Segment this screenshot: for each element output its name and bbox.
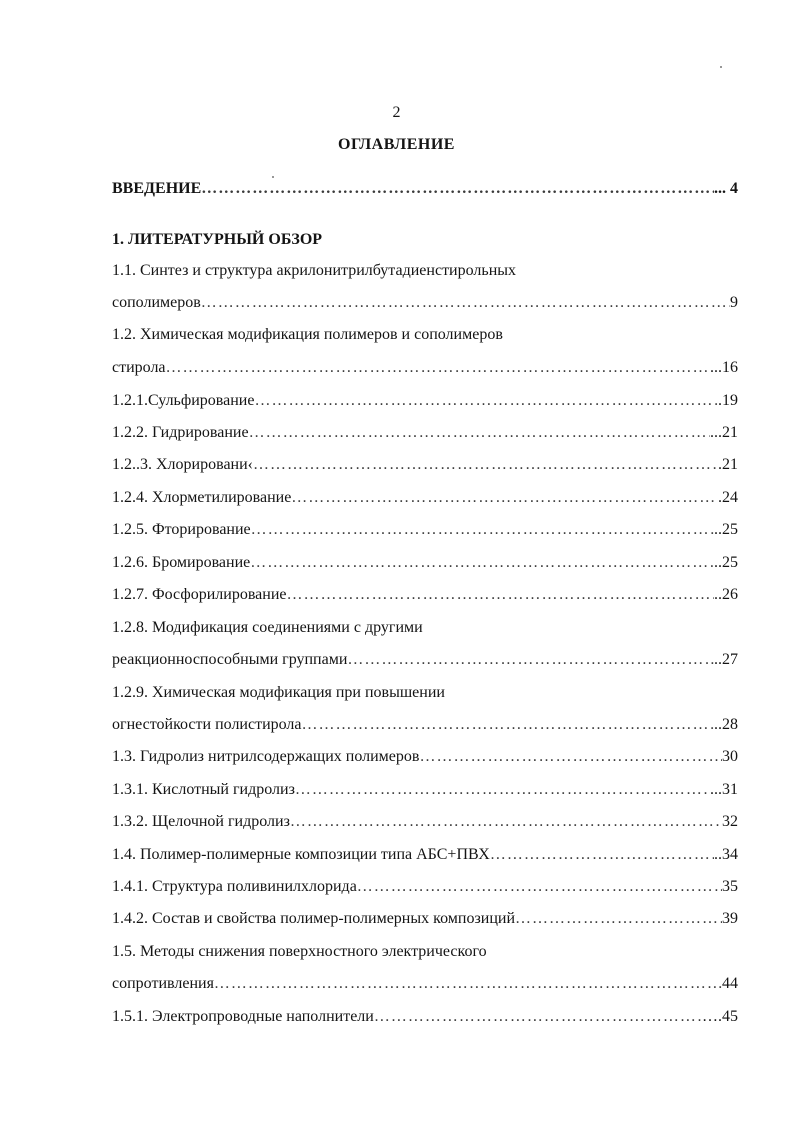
- toc-entry-text: 1.4.1. Структура поливинилхлорида: [112, 878, 357, 895]
- toc-entry-page: ... 4: [714, 180, 738, 197]
- toc-entry: [112, 781, 738, 799]
- toc-entry: [112, 716, 738, 734]
- toc-entry-page: ..34: [714, 846, 738, 863]
- toc-entry-text: сопротивления: [112, 975, 214, 992]
- toc-entry-text: 1.2.8. Модификация соединениями с другими: [112, 619, 423, 636]
- toc-entry-page: 35: [722, 878, 738, 895]
- dot-leader: [253, 456, 718, 474]
- toc-entry-text: 1.2.5. Фторирование: [112, 521, 251, 538]
- toc-entry-text: 1.3.2. Щелочной гидролиз: [112, 813, 290, 830]
- toc-entry: [112, 910, 738, 928]
- toc-entry: [112, 813, 738, 831]
- dot-leader: [214, 975, 722, 993]
- scan-speck: [272, 176, 274, 178]
- toc-entry-page: .21: [718, 456, 738, 473]
- toc-entry: [112, 651, 738, 669]
- dot-leader: [490, 846, 714, 864]
- toc-entry: [112, 878, 738, 896]
- toc-entry-text: 1.5.1. Электропроводные наполнители: [112, 1008, 374, 1025]
- toc-entry-intro: [112, 180, 738, 198]
- toc-entry-text: 1.4.2. Состав и свойства полимер-полимерных композиций: [112, 910, 516, 927]
- toc-entry-page: ...16: [710, 359, 738, 376]
- toc-entry: [112, 489, 738, 507]
- toc-entry-page: ...31: [710, 781, 738, 798]
- dot-leader: [291, 489, 718, 507]
- toc-entry: [112, 359, 738, 377]
- dot-leader: [357, 878, 722, 896]
- toc-entry-text: стирола: [112, 359, 166, 376]
- dot-leader: [166, 359, 710, 377]
- toc-entry-page: ..28: [714, 716, 738, 733]
- page-number: 2: [392, 104, 401, 121]
- dot-leader: [201, 180, 714, 198]
- toc-entry-page: .19: [718, 392, 738, 409]
- toc-entry: [112, 1008, 738, 1026]
- toc-entry: [112, 521, 738, 539]
- toc-entry: [112, 554, 738, 572]
- toc-entry-page: 32: [722, 813, 738, 830]
- toc-entry-page: 9: [730, 294, 738, 311]
- toc-entry-text: 1.2.4. Хлорметилирование: [112, 489, 292, 506]
- toc-entry: [112, 294, 738, 312]
- toc-entry: [112, 846, 738, 864]
- toc-section-heading: [112, 231, 738, 249]
- toc-entry: [112, 262, 738, 280]
- toc-entry-text: 1.2..3. Хлорировани‹: [112, 456, 253, 473]
- dot-leader: [295, 781, 710, 799]
- dot-leader: [347, 651, 714, 669]
- toc-entry-text: 1.5. Методы снижения поверхностного электрического: [112, 943, 487, 960]
- scan-speck: [720, 66, 722, 68]
- dot-leader: [249, 424, 710, 442]
- toc-entry-text: 1.2.9. Химическая модификация при повышении: [112, 684, 445, 701]
- dot-leader: [290, 813, 722, 831]
- toc-entry-text: 1.3.1. Кислотный гидролиз: [112, 781, 295, 798]
- dot-leader: [419, 748, 722, 766]
- toc-entry-text: огнестойкости полистирола: [112, 716, 302, 733]
- toc-entry-page: ...21: [710, 424, 738, 441]
- toc-entry: [112, 326, 738, 344]
- toc-entry: [112, 456, 738, 474]
- toc-entry: [112, 392, 738, 410]
- toc-entry-page: 39: [722, 910, 738, 927]
- toc-entry-text: 1.2.1.Сульфирование: [112, 392, 255, 409]
- dot-leader: [201, 294, 730, 312]
- toc-entry-text: 1.2.7. Фосфорилирование: [112, 586, 287, 603]
- toc-entry-text: 1.2.2. Гидрирование: [112, 424, 249, 441]
- toc-entry: [112, 619, 738, 637]
- toc-title: ОГЛАВЛЕНИЕ: [338, 136, 455, 153]
- toc-entry-page: 30: [722, 748, 738, 765]
- toc-entry: [112, 424, 738, 442]
- toc-entry-page: ..26: [714, 586, 738, 603]
- dot-leader: [286, 586, 714, 604]
- dot-leader: [250, 554, 714, 572]
- toc-entry-text: ВВЕДЕНИЕ: [112, 180, 202, 197]
- toc-entry-text: сополимеров: [112, 294, 201, 311]
- toc-entry: [112, 586, 738, 604]
- toc-entry-page: ..25: [714, 554, 738, 571]
- dot-leader: [251, 521, 714, 539]
- toc-entry: [112, 684, 738, 702]
- toc-entry: [112, 748, 738, 766]
- toc-entry-text: 1.1. Синтез и структура акрилонитрилбутадиенстирольных: [112, 262, 516, 279]
- toc-entry-page: ..27: [714, 651, 738, 668]
- dot-leader: [302, 716, 714, 734]
- toc-entry-text: 1.2.6. Бромирование: [112, 554, 251, 571]
- toc-entry-text: 1.4. Полимер-полимерные композиции типа АБС+ПВХ: [112, 846, 490, 863]
- toc-entry-page: .24: [718, 489, 738, 506]
- toc-entry-page: ..25: [714, 521, 738, 538]
- toc-entry-page: ….45: [702, 1008, 738, 1025]
- toc-entry-page: 44: [722, 975, 738, 992]
- dot-leader: [515, 910, 722, 928]
- toc-entry: [112, 943, 738, 961]
- toc-entry: [112, 975, 738, 993]
- dot-leader: [374, 1008, 702, 1026]
- toc-entry-text: 1.2. Химическая модификация полимеров и сополимеров: [112, 326, 503, 343]
- dot-leader: [254, 392, 718, 410]
- toc-entry-text: реакционноспособными группами: [112, 651, 348, 668]
- section-heading-text: 1. ЛИТЕРАТУРНЫЙ ОБЗОР: [112, 231, 323, 248]
- toc-entry-text: 1.3. Гидролиз нитрилсодержащих полимеров: [112, 748, 420, 765]
